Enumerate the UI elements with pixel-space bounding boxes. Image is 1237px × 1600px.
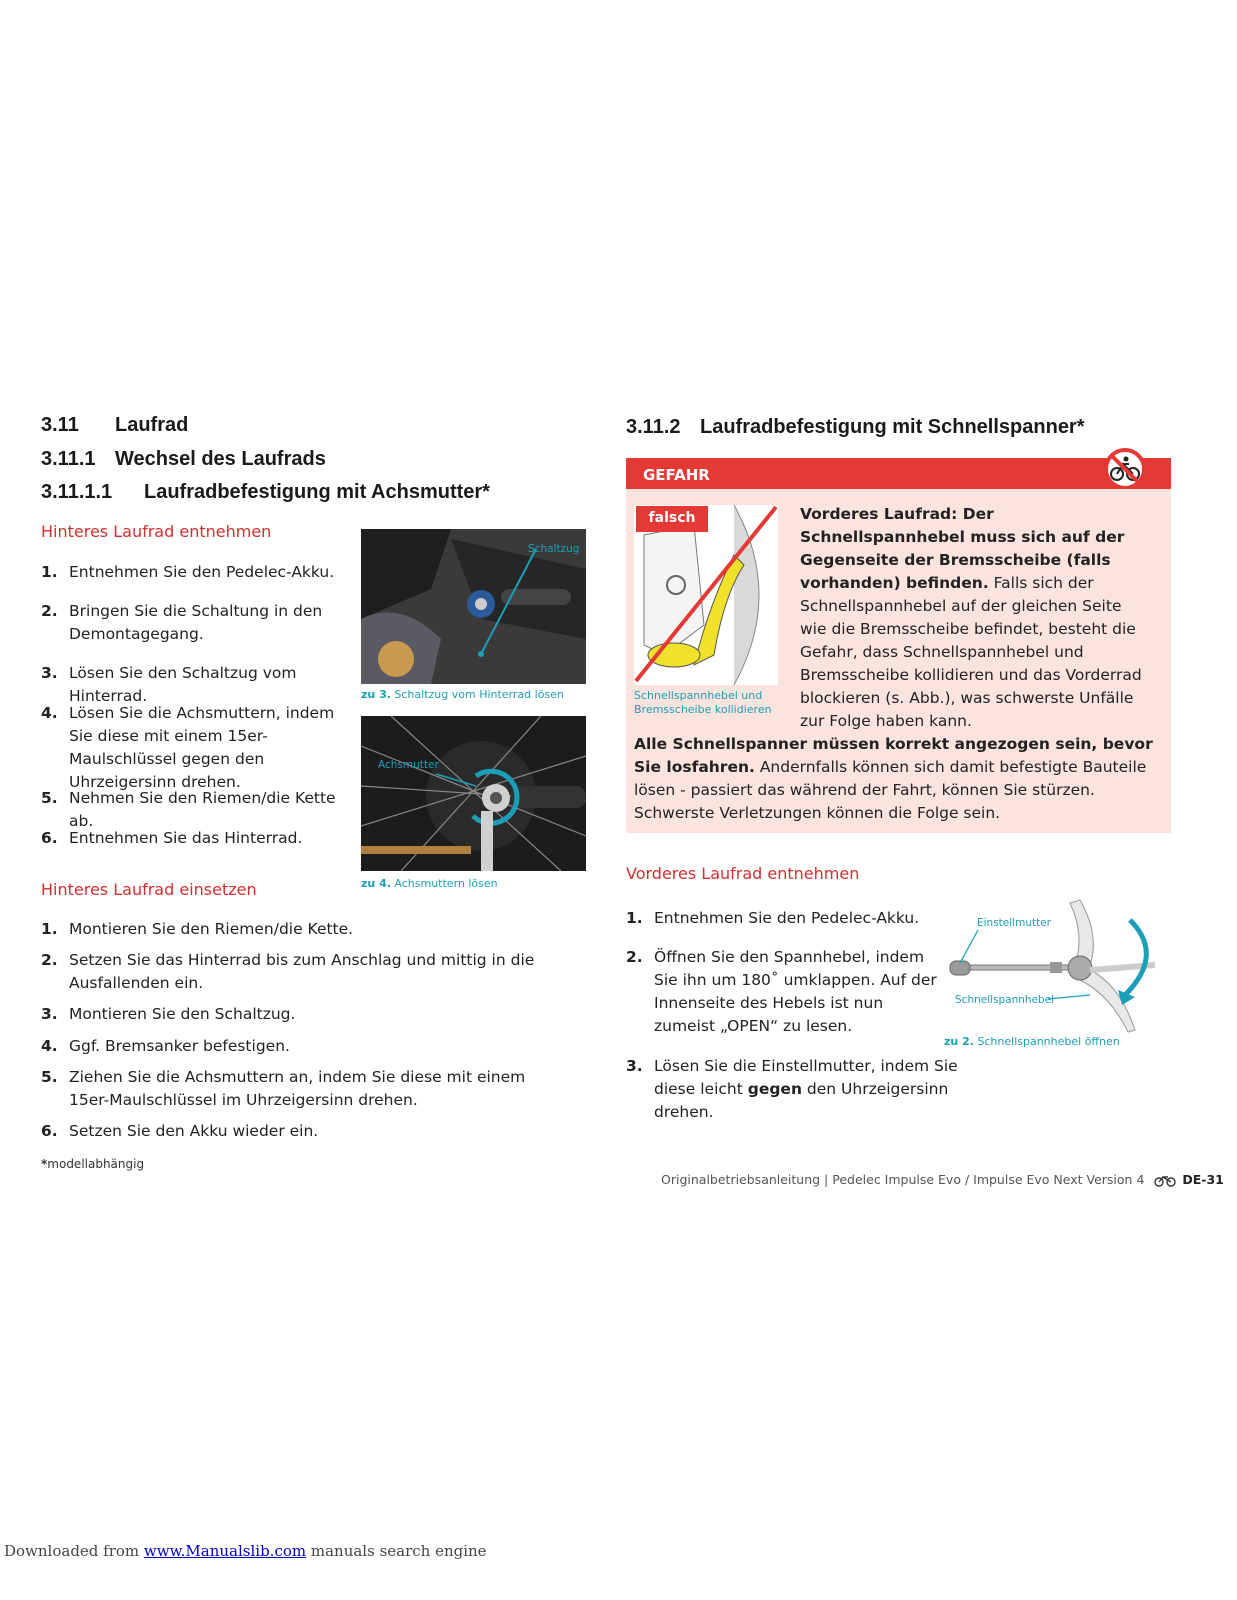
photo-label-schaltzug: Schaltzug bbox=[528, 543, 580, 555]
heading-title: Laufradbefestigung mit Achsmutter* bbox=[144, 481, 490, 503]
list-item: 2. Bringen Sie die Schaltung in den Demontagegang. bbox=[41, 602, 323, 643]
list-item: 1. Montieren Sie den Riemen/die Kette. bbox=[41, 920, 354, 938]
list-item: 4. Lösen Sie die Achsmuttern, indem Sie diese mit einem 15er-Maulschlüssel gegen den Uhrzeigersinn drehen. bbox=[41, 704, 335, 791]
no-bicycle-warning-icon bbox=[1104, 448, 1146, 490]
danger-text bbox=[800, 503, 1150, 733]
list-item: 6. Entnehmen Sie das Hinterrad. bbox=[41, 829, 303, 847]
list-item: 1. Entnehmen Sie den Pedelec-Akku. bbox=[41, 563, 335, 581]
list-item: 6. Setzen Sie den Akku wieder ein. bbox=[41, 1122, 319, 1140]
bicycle-icon bbox=[1154, 1175, 1176, 1187]
footer-text: Originalbetriebsanleitung | Pedelec Impulse Evo / Impulse Evo Next Version 4 bbox=[661, 1172, 1145, 1187]
heading-number: 3.11.2 bbox=[626, 416, 681, 438]
heading-number: 3.11.1.1 bbox=[41, 481, 113, 503]
diagram-caption: Schnellspannhebel und Bremsscheibe kollidieren bbox=[634, 689, 772, 716]
danger-label: GEFAHR bbox=[643, 466, 710, 484]
diagram-wrong-mounting bbox=[634, 505, 778, 685]
list-item: 2. Öffnen Sie den Spannhebel, indem Sie ihn um 180˚ umklappen. Auf der Innenseite des Hebels ist nun zumeist „OPEN“ zu lesen. bbox=[626, 948, 937, 1035]
page-number: DE-31 bbox=[1182, 1172, 1224, 1187]
list-item: 4. Ggf. Bremsanker befestigen. bbox=[41, 1037, 290, 1055]
danger-text-body: Falls sich der Schnellspannhebel auf der gleichen Seite wie die Bremsscheibe befindet, besteht die Gefahr, dass Schnellspannhebel und Bremsscheibe kollidieren und das Vorderrad blockieren (s. Abb.), was schwerste Unfälle zur Folge haben kann. bbox=[800, 574, 1142, 730]
heading-title: Laufradbefestigung mit Schnellspanner* bbox=[700, 416, 1085, 438]
page-footer bbox=[661, 1172, 1224, 1187]
heading-3-11 bbox=[41, 414, 188, 437]
danger-text-2 bbox=[634, 733, 1169, 825]
diagram-quick-release bbox=[940, 895, 1165, 1035]
wrong-badge: falsch bbox=[636, 506, 708, 532]
list-item: 1. Entnehmen Sie den Pedelec-Akku. bbox=[626, 909, 920, 927]
subheading-insert-rear: Hinteres Laufrad einsetzen bbox=[41, 880, 257, 899]
heading-title: Wechsel des Laufrads bbox=[115, 448, 326, 470]
diagram-label-schnellspannhebel: Schnellspannhebel bbox=[955, 994, 1055, 1006]
list-item: 5. Ziehen Sie die Achsmuttern an, indem Sie diese mit einem 15er-Maulschlüssel im Uhrzeigersinn drehen. bbox=[41, 1068, 526, 1109]
heading-number: 3.11.1 bbox=[41, 448, 96, 470]
danger-text-bold: Vorderes Laufrad: Der Schnellspannhebel muss sich auf der Gegenseite der Bremsscheibe (falls vorhanden) befinden. bbox=[800, 505, 1125, 592]
diagram-caption: zu 2. Schnellspannhebel öffnen bbox=[944, 1035, 1120, 1048]
danger-header bbox=[626, 458, 1171, 489]
danger-text-body: Andernfalls können sich damit befestigte Bauteile lösen - passiert das während der Fahrt, können Sie stürzen. Schwerste Verletzungen können die Folge sein. bbox=[634, 758, 1147, 822]
heading-number: 3.11 bbox=[41, 414, 79, 436]
manualslib-link[interactable]: www.Manualslib.com bbox=[143, 1542, 307, 1560]
list-item: 2. Setzen Sie das Hinterrad bis zum Anschlag und mittig in die Ausfallenden ein. bbox=[41, 951, 535, 992]
photo-axle-nut bbox=[361, 716, 586, 871]
list-item: 3. Lösen Sie die Einstellmutter, indem Sie diese leicht gegen den Uhrzeigersinn drehen. bbox=[626, 1057, 958, 1121]
photo-caption: zu 3. Schaltzug vom Hinterrad lösen bbox=[361, 688, 564, 701]
photo-caption: zu 4. Achsmuttern lösen bbox=[361, 877, 498, 890]
danger-text-bold: Alle Schnellspanner müssen korrekt angezogen sein, bevor Sie losfahren. bbox=[634, 735, 1153, 776]
photo-label-achsmutter: Achsmutter bbox=[378, 759, 439, 771]
subheading-remove-front: Vorderes Laufrad entnehmen bbox=[626, 864, 860, 883]
subheading-remove-rear: Hinteres Laufrad entnehmen bbox=[41, 522, 272, 541]
list-item: 3. Lösen Sie den Schaltzug vom Hinterrad. bbox=[41, 664, 297, 705]
download-banner: Downloaded from www.Manualslib.com manuals search engine bbox=[4, 1542, 487, 1560]
heading-title: Laufrad bbox=[115, 414, 189, 436]
heading-3-11-2 bbox=[626, 416, 1085, 439]
footnote: *modellabhängig bbox=[41, 1157, 145, 1171]
diagram-label-einstellmutter: Einstellmutter bbox=[977, 917, 1051, 929]
list-item: 5. Nehmen Sie den Riemen/die Kette ab. bbox=[41, 789, 336, 830]
list-item: 3. Montieren Sie den Schaltzug. bbox=[41, 1005, 296, 1023]
heading-3-11-1 bbox=[41, 448, 326, 471]
heading-3-11-1-1 bbox=[41, 481, 490, 504]
